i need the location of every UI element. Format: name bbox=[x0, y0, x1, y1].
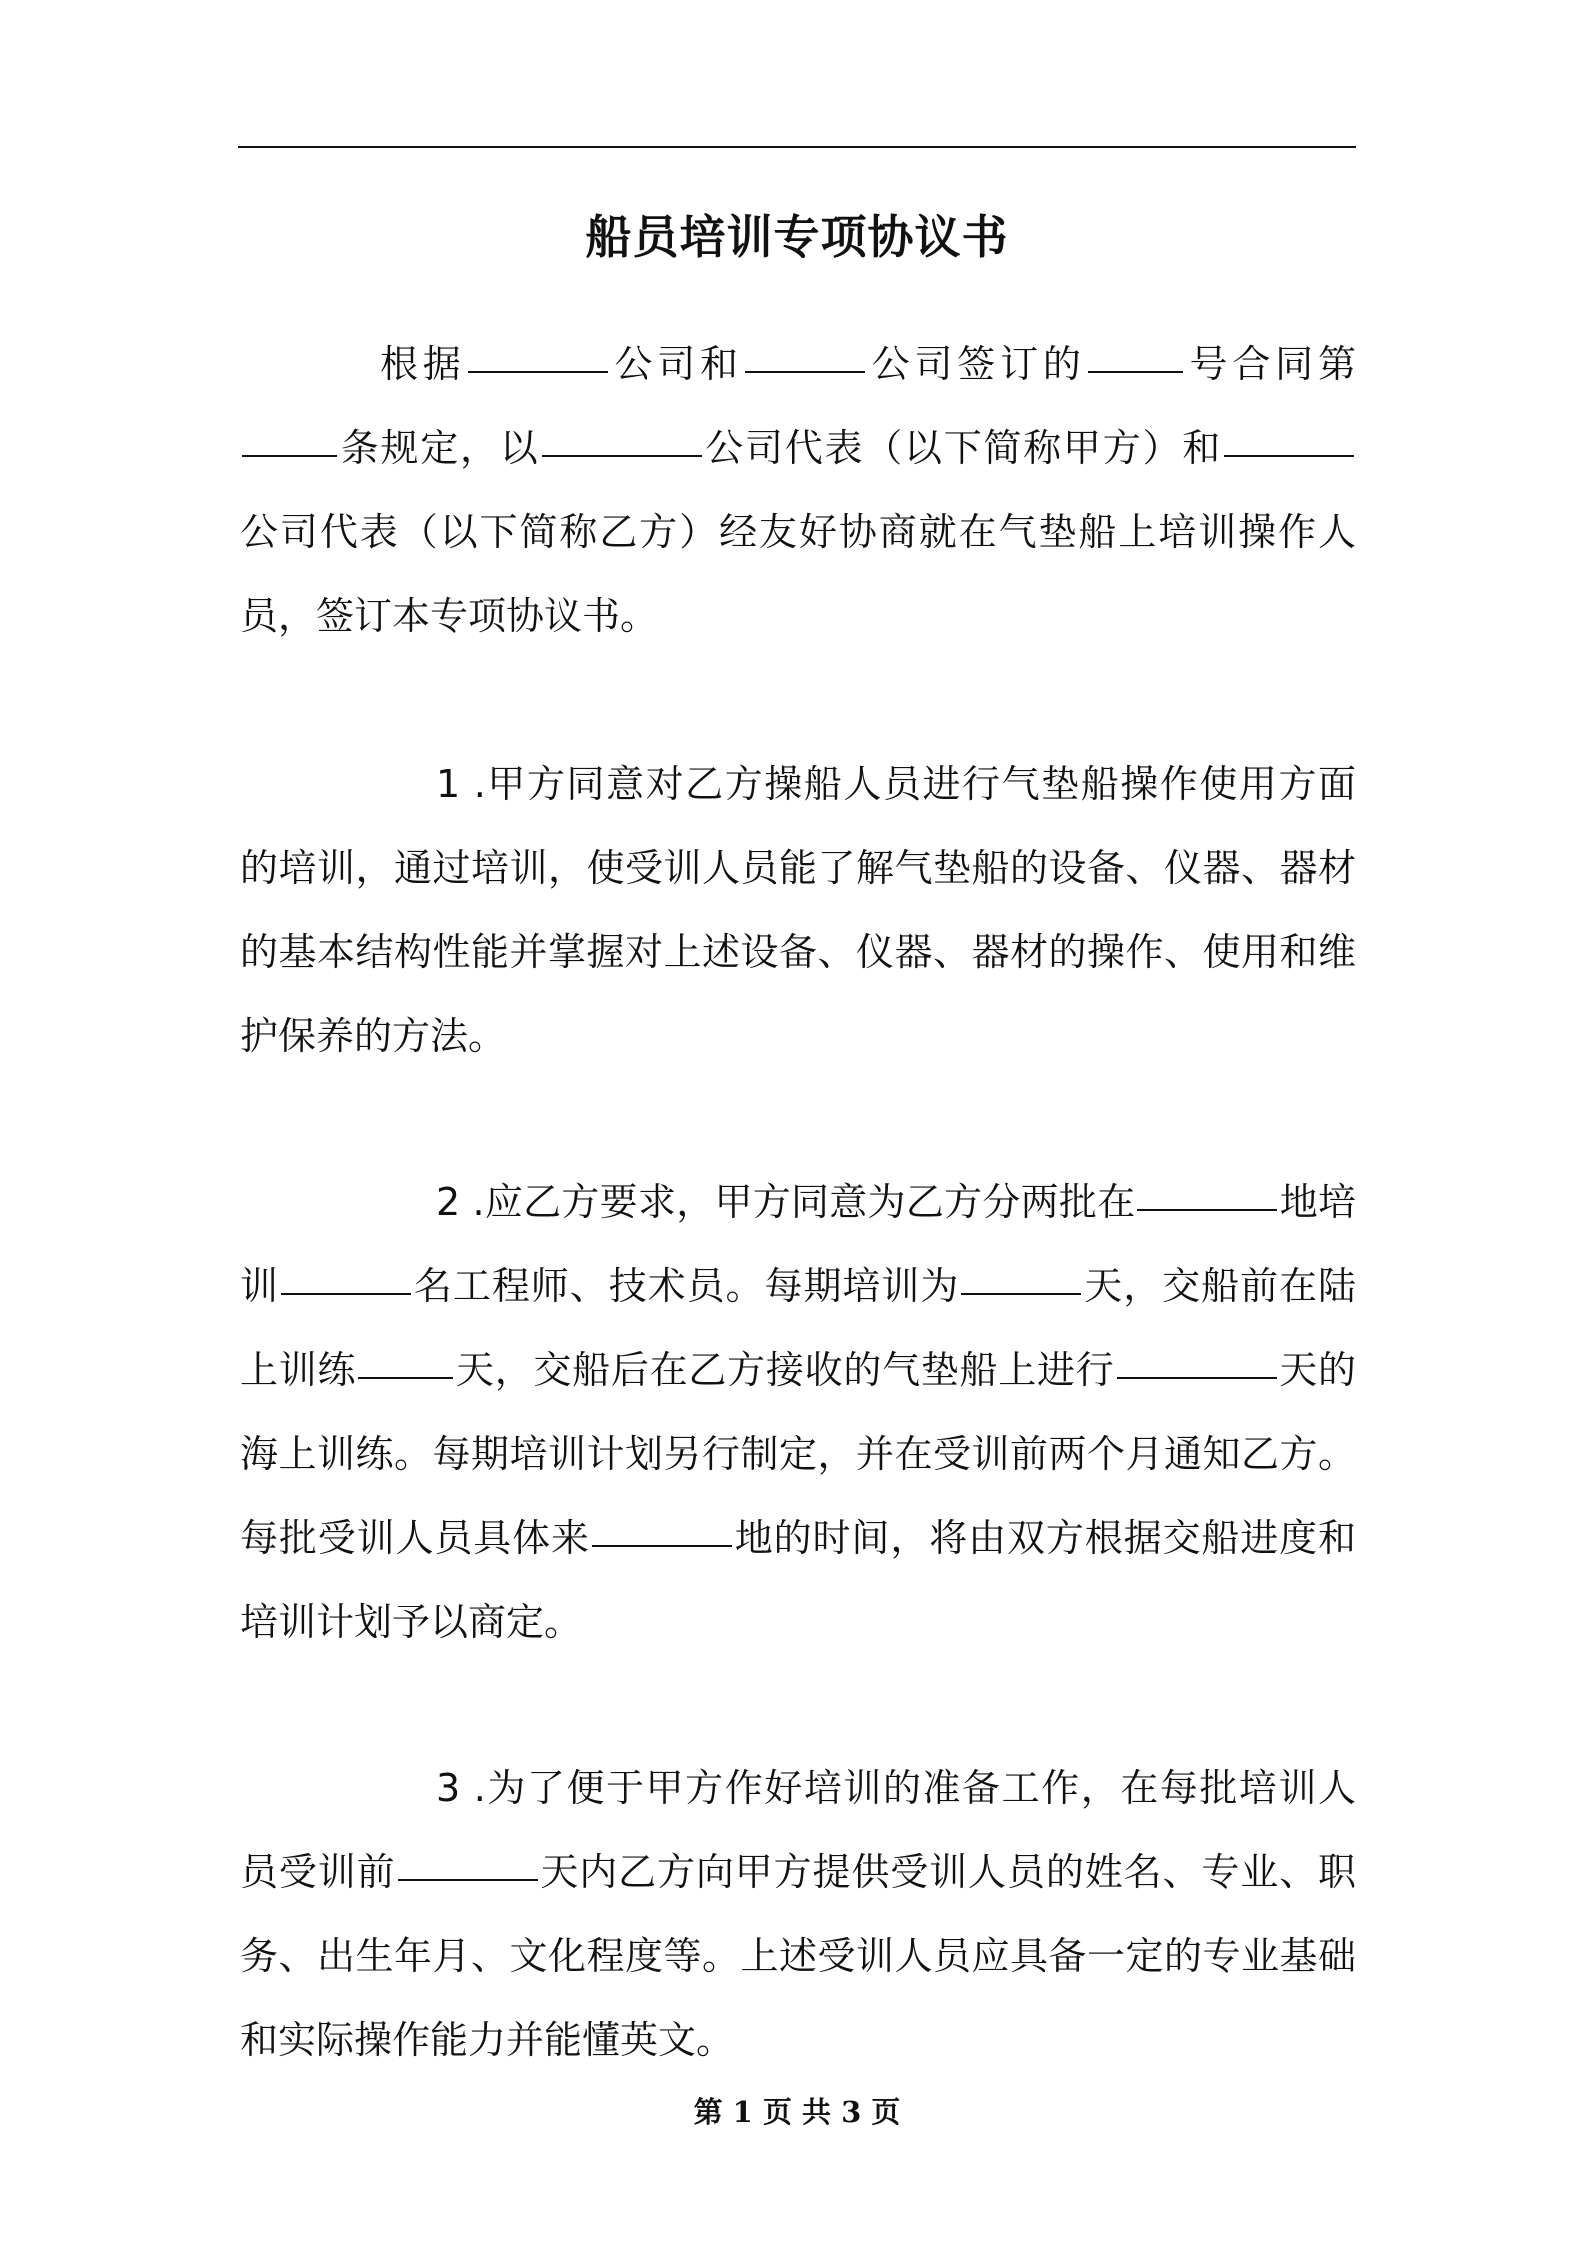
intro-text: 条规定，以 bbox=[339, 426, 540, 470]
page-indicator: 第 1 页 共 3 页 bbox=[693, 2095, 901, 2129]
intro-text: 根据 bbox=[380, 342, 466, 386]
clause-3-paragraph bbox=[240, 1746, 1356, 2082]
blank-line[interactable] bbox=[542, 454, 702, 457]
blank-line[interactable] bbox=[468, 370, 608, 373]
intro-text: 公司代表（以下简称乙方）经友好协商就在气垫船上培训操作人员，签订本专项协议书。 bbox=[240, 510, 1356, 638]
blank-line[interactable] bbox=[281, 1292, 411, 1295]
intro-text: 公司和 bbox=[609, 342, 743, 386]
clause-3-text: 天内乙方向甲方提供受训人员的姓名、专业、职务、出生年月、文化程度等。上述受训人员应具备一定的专业基础和实际操作能力并能懂英文。 bbox=[240, 1850, 1356, 2062]
blank-line[interactable] bbox=[1137, 1208, 1277, 1211]
clause-3-text: 3 .为了便于甲方作好培训的准备工作，在每批培训人员受训前 bbox=[240, 1766, 1356, 1894]
blank-line[interactable] bbox=[745, 370, 865, 373]
clause-2-text: 名工程师、技术员。每期培训为 bbox=[412, 1264, 960, 1308]
clause-1-paragraph bbox=[240, 742, 1356, 1078]
clause-2-paragraph bbox=[240, 1160, 1356, 1664]
clause-2-text: 天，交船后在乙方接收的气垫船上进行 bbox=[455, 1348, 1115, 1392]
clause-1-text: 1 .甲方同意对乙方操船人员进行气垫船操作使用方面的培训，通过培训，使受训人员能了解气垫船的设备、仪器、器材的基本结构性能并掌握对上述设备、仪器、器材的操作、使用和维护保养的方法。 bbox=[240, 762, 1356, 1058]
blank-line[interactable] bbox=[1117, 1376, 1277, 1379]
blank-line[interactable] bbox=[961, 1292, 1081, 1295]
blank-line[interactable] bbox=[358, 1376, 453, 1379]
intro-text: 公司签订的 bbox=[866, 342, 1086, 386]
blank-line[interactable] bbox=[398, 1878, 538, 1881]
clause-2-text: 天的海上训练。每期培训计划另行制定，并在受训前两个月通知乙方。每批受训人员具体来 bbox=[240, 1348, 1356, 1560]
intro-text: 公司代表（以下简称甲方）和 bbox=[703, 426, 1222, 470]
blank-line[interactable] bbox=[242, 454, 337, 457]
document-title: 船员培训专项协议书 bbox=[585, 210, 1009, 264]
clause-2-text: 天，交船前在陆上训练 bbox=[240, 1264, 1356, 1392]
blank-line[interactable] bbox=[592, 1544, 732, 1547]
clause-2-text: 地的时间，将由双方根据交船进度和培训计划予以商定。 bbox=[240, 1516, 1356, 1644]
intro-text: 号合同第 bbox=[1184, 342, 1356, 386]
blank-line[interactable] bbox=[1224, 454, 1354, 457]
clause-2-text: 地培训 bbox=[240, 1180, 1356, 1308]
intro-paragraph bbox=[240, 322, 1356, 658]
blank-line[interactable] bbox=[1088, 370, 1183, 373]
header-rule bbox=[238, 146, 1356, 148]
clause-2-text: 2 .应乙方要求，甲方同意为乙方分两批在 bbox=[436, 1180, 1136, 1224]
